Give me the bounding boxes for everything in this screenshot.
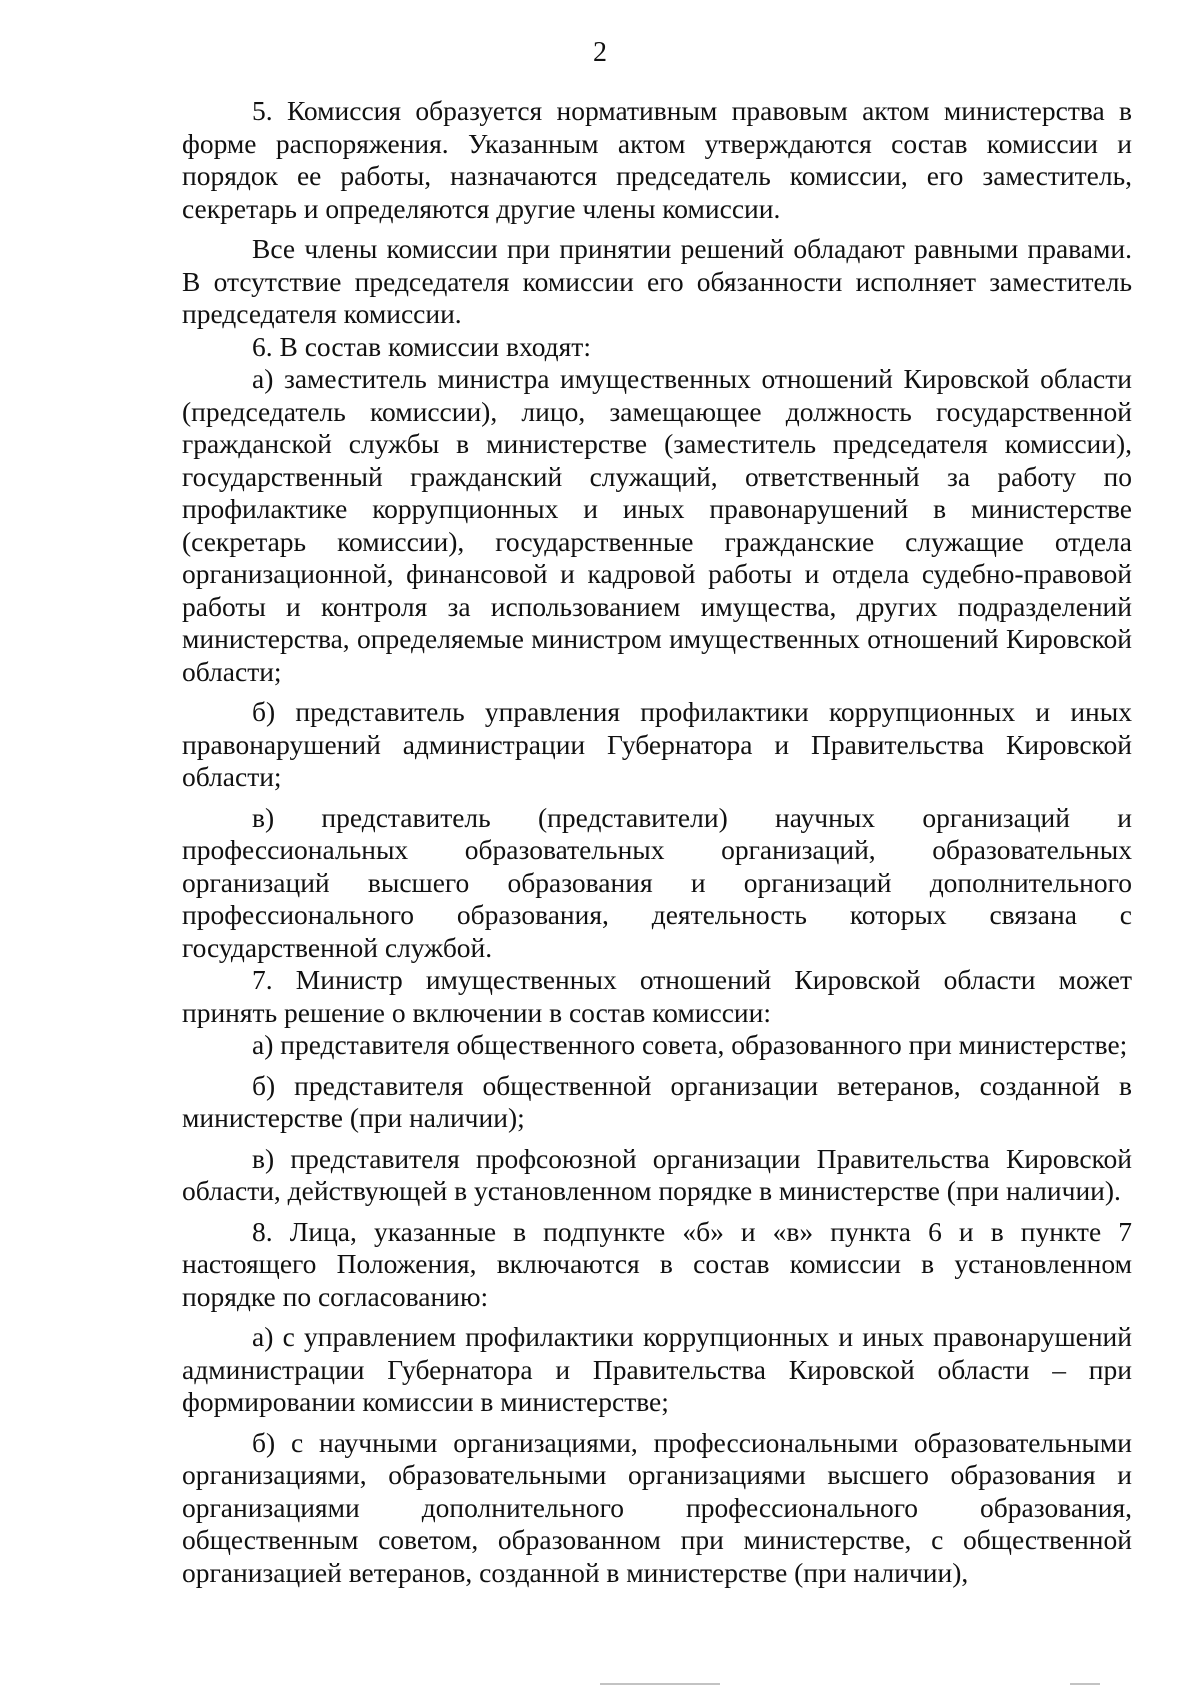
paragraph-8-a: а) с управлением профилактики коррупционных и иных правонарушений администрации Губернатора и Правительства Кировской области – при формировании комиссии в министерстве; xyxy=(182,1321,1132,1417)
page-number: 2 xyxy=(593,37,607,68)
paragraph-8-b: б) с научными организациями, профессиональными образовательными организациями, образовательными организациями высшего образования и организациями дополнительного профессионального образования, общественным советом, образованном при министерстве, с общественной организацией ветеранов, созданной в министерстве (при наличии), xyxy=(182,1426,1132,1588)
scan-mark xyxy=(600,1683,720,1685)
paragraph-8: 8. Лица, указанные в подпункте «б» и «в» пункта 6 и в пункте 7 настоящего Положения, включаются в состав комиссии в установленном порядке по согласованию: xyxy=(182,1215,1132,1312)
paragraph-6-v: в) представитель (представители) научных организаций и профессиональных образовательных организаций, образовательных организаций высшего образования и организаций дополнительного профессионального образования, деятельность которых связана с государственной службой. xyxy=(182,801,1132,963)
paragraph-6-a: а) заместитель министра имущественных отношений Кировской области (председатель комиссии), лицо, замещающее должность государственной гражданской службы в министерстве (заместитель председателя комиссии), государственный гражданский служащий, ответственный за работу по профилактике коррупционных и иных правонарушений в министерстве (секретарь комиссии), государственные гражданские служащие отдела организационной, финансовой и кадровой работы и отдела судебно-правовой работы и контроля за использованием имущества, других подразделений министерства, определяемые министром имущественных отношений Кировской области; xyxy=(182,363,1132,687)
paragraph-7-v: в) представителя профсоюзной организации Правительства Кировской области, действующей в установленном порядке в министерстве (при наличии). xyxy=(182,1142,1132,1206)
scan-edge-marks xyxy=(600,1683,1120,1689)
paragraph-5: 5. Комиссия образуется нормативным правовым актом министерства в форме распоряжения. Указанным актом утверждаются состав комиссии и порядок ее работы, назначаются председатель комиссии, его заместитель, секретарь и определяются другие члены комиссии. xyxy=(182,95,1132,224)
paragraph-7-a: а) представителя общественного совета, образованного при министерстве; xyxy=(252,1029,1128,1060)
document-body xyxy=(182,95,1132,1589)
paragraph-7: 7. Министр имущественных отношений Кировской области может принять решение о включении в состав комиссии: xyxy=(182,964,1132,1028)
paragraph-5-members: Все члены комиссии при принятии решений обладают равными правами. В отсутствие председателя комиссии его обязанности исполняет заместитель председателя комиссии. xyxy=(182,233,1132,329)
scan-mark xyxy=(1070,1683,1100,1685)
paragraph-6-b: б) представитель управления профилактики коррупционных и иных правонарушений администрации Губернатора и Правительства Кировской области; xyxy=(182,696,1132,792)
paragraph-7-b: б) представителя общественной организации ветеранов, созданной в министерстве (при наличии); xyxy=(182,1069,1132,1133)
paragraph-6: 6. В состав комиссии входят: xyxy=(252,330,591,362)
